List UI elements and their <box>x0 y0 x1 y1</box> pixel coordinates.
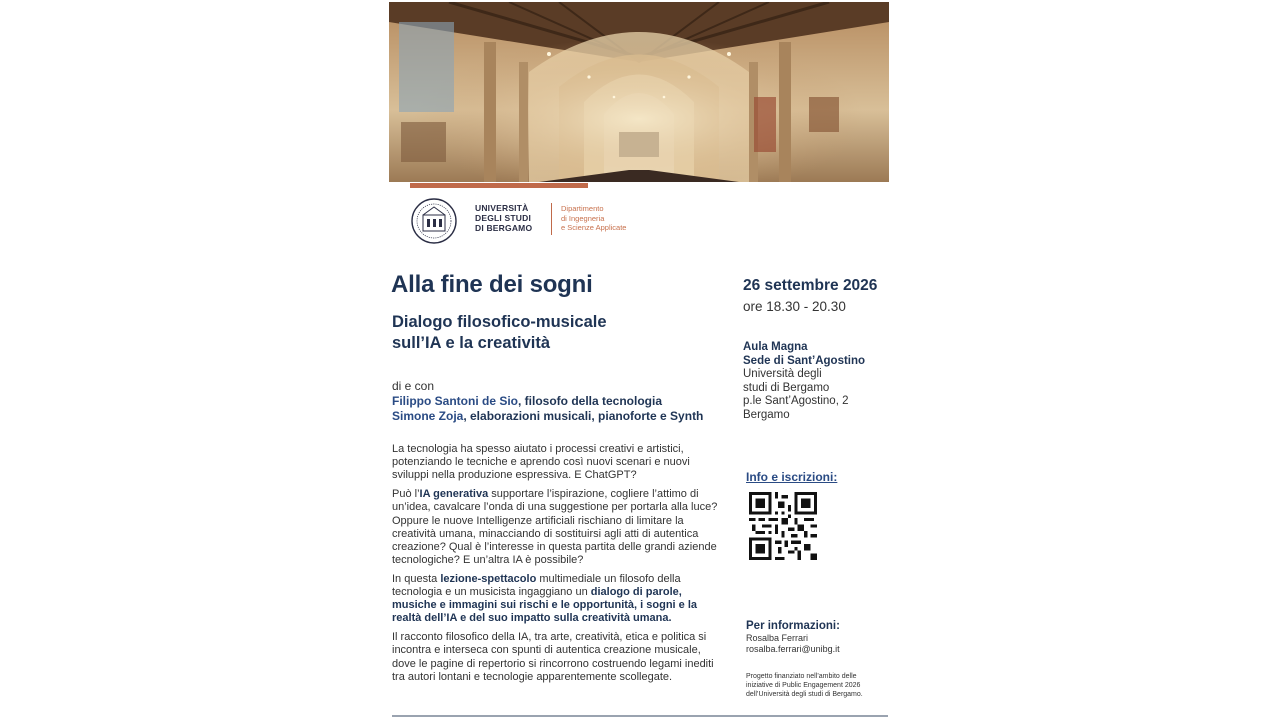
event-date: 26 settembre 2026 <box>743 277 878 294</box>
contact-email-link[interactable]: rosalba.ferrari@unibg.it <box>746 644 840 654</box>
university-seal-icon <box>409 197 459 245</box>
performer-role: , filosofo della tecnologia <box>518 394 663 408</box>
venue-address-line: p.le Sant’Agostino, 2 <box>743 395 849 407</box>
event-description <box>392 443 722 689</box>
performer-line <box>392 409 703 424</box>
performers-credits <box>392 379 703 424</box>
event-venue <box>743 341 865 422</box>
contact-name: Rosalba Ferrari <box>746 633 809 643</box>
event-title: Alla fine dei sogni <box>391 271 593 298</box>
description-paragraph: Può l’IA generativa supportare l’ispirazione, cogliere l’attimo di un’idea, cavalcare l’onda di una suggestione per portarla alla luce? Oppure le nuove Intelligenze artificiali rischiano di limitare la creatività umana, minacciando di sostituirsi agli atti di autentica creazione? Qual è l’interesse in questa partita delle grandi aziende tecnologiche? E un’altra IA è possibile? <box>392 488 718 567</box>
info-registration-link[interactable]: Info e iscrizioni: <box>746 470 838 484</box>
accent-bar <box>410 183 588 188</box>
performer-line <box>392 394 703 409</box>
venue-address-line: Bergamo <box>743 408 790 421</box>
university-name: UNIVERSITÀ DEGLI STUDI DI BERGAMO <box>475 203 533 233</box>
event-time: ore 18.30 - 20.30 <box>743 299 846 314</box>
venue-site: Sede di Sant’Agostino <box>743 354 866 367</box>
venue-address-line: Università degli <box>743 368 822 380</box>
description-paragraph: Il racconto filosofico della IA, tra arte, creatività, etica e politica si incontra e interseca con spunti di autentica creazione musicale, dove le pagine di repertorio si rincorrono costruendo legami inediti tra autori lontani e tecnologie apparentemente scollegate. <box>392 631 714 683</box>
performer-name: Simone Zoja <box>392 409 464 423</box>
venue-address-line: studi di Bergamo <box>743 381 830 394</box>
venue-hall: Aula Magna <box>743 341 808 353</box>
event-poster <box>389 2 889 718</box>
performer-name: Filippo Santoni de Sio <box>392 394 518 408</box>
performer-role: , elaborazioni musicali, pianoforte e Synth <box>463 409 704 423</box>
funding-note: Progetto finanziato nell’ambito delle iniziative di Public Engagement 2026 dell’Università degli studi di Bergamo. <box>746 673 863 698</box>
university-logo <box>409 197 649 247</box>
registration-qr-code[interactable] <box>749 492 817 560</box>
event-subtitle: Dialogo filosofico-musicale sull’IA e la creatività <box>392 313 607 352</box>
contact-heading: Per informazioni: <box>746 620 840 632</box>
department-name: Dipartimento di Ingegneria e Scienze Applicate <box>561 204 627 232</box>
description-paragraph: In questa lezione-spettacolo multimediale un filosofo della tecnologia e un musicista ingaggiano un dialogo di parole, musiche e immagini sui rischi e le opportunità, i sogni e la realtà dell’IA e del suo impatto sulla creatività umana. <box>392 572 698 625</box>
logo-divider <box>551 203 552 235</box>
description-paragraph: La tecnologia ha spesso aiutato i processi creativi e artistici, potenziando le tecniche e aprendo così nuovi scenari e nuovi sviluppi nella produzione espressiva. E ChatGPT? <box>392 443 690 482</box>
bottom-divider <box>392 715 888 717</box>
credits-intro: di e con <box>392 379 435 393</box>
church-interior-photo <box>389 2 889 182</box>
